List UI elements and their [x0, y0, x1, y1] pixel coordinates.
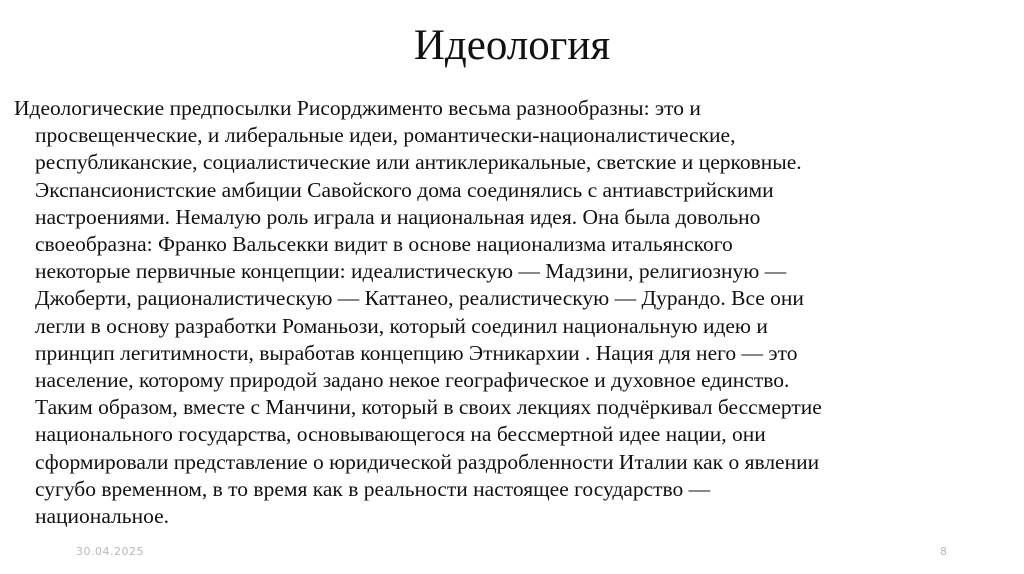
slide-body-text	[14, 95, 1014, 530]
body-line: Идеологические предпосылки Рисорджименто весьма разнообразны: это и	[14, 96, 701, 120]
body-line: республиканские, социалистические или антиклерикальные, светские и церковные.	[35, 150, 802, 175]
footer-page-number: 8	[940, 545, 947, 558]
body-line: настроениями. Немалую роль играла и национальная идея. Она была довольно	[35, 204, 761, 229]
footer-date: 30.04.2025	[76, 545, 144, 558]
body-line: легли в основу разработки Романьози, который соединил национальную идею и	[35, 313, 768, 338]
body-line: национального государства, основывающегося на бессмертной идее нации, они	[35, 422, 766, 447]
body-line: сугубо временном, в то время как в реальности настоящее государство —	[35, 476, 711, 501]
body-line: принцип легитимности, выработав концепцию Этникархии . Нация для него — это	[35, 340, 798, 365]
body-line: Джоберти, рационалистическую — Каттанео, реалистическую — Дурандо. Все они	[35, 286, 804, 311]
body-line: просвещенческие, и либеральные идеи, романтически-националистические,	[35, 123, 736, 148]
body-line: Экспансионистские амбиции Савойского дома соединялись с антиавстрийскими	[35, 177, 774, 202]
body-line: национальное.	[35, 504, 170, 529]
body-line: Таким образом, вместе с Манчини, который в своих лекциях подчёркивал бессмертие	[35, 395, 822, 420]
body-line: некоторые первичные концепции: идеалистическую — Мадзини, религиозную —	[35, 259, 787, 284]
body-line: население, которому природой задано некое географическое и духовное единство.	[35, 368, 790, 393]
body-line: своеобразна: Франко Вальсекки видит в основе национализма итальянского	[35, 232, 733, 257]
slide-title: Идеология	[413, 22, 611, 69]
body-line: сформировали представление о юридической раздробленности Италии как о явлении	[35, 449, 820, 474]
